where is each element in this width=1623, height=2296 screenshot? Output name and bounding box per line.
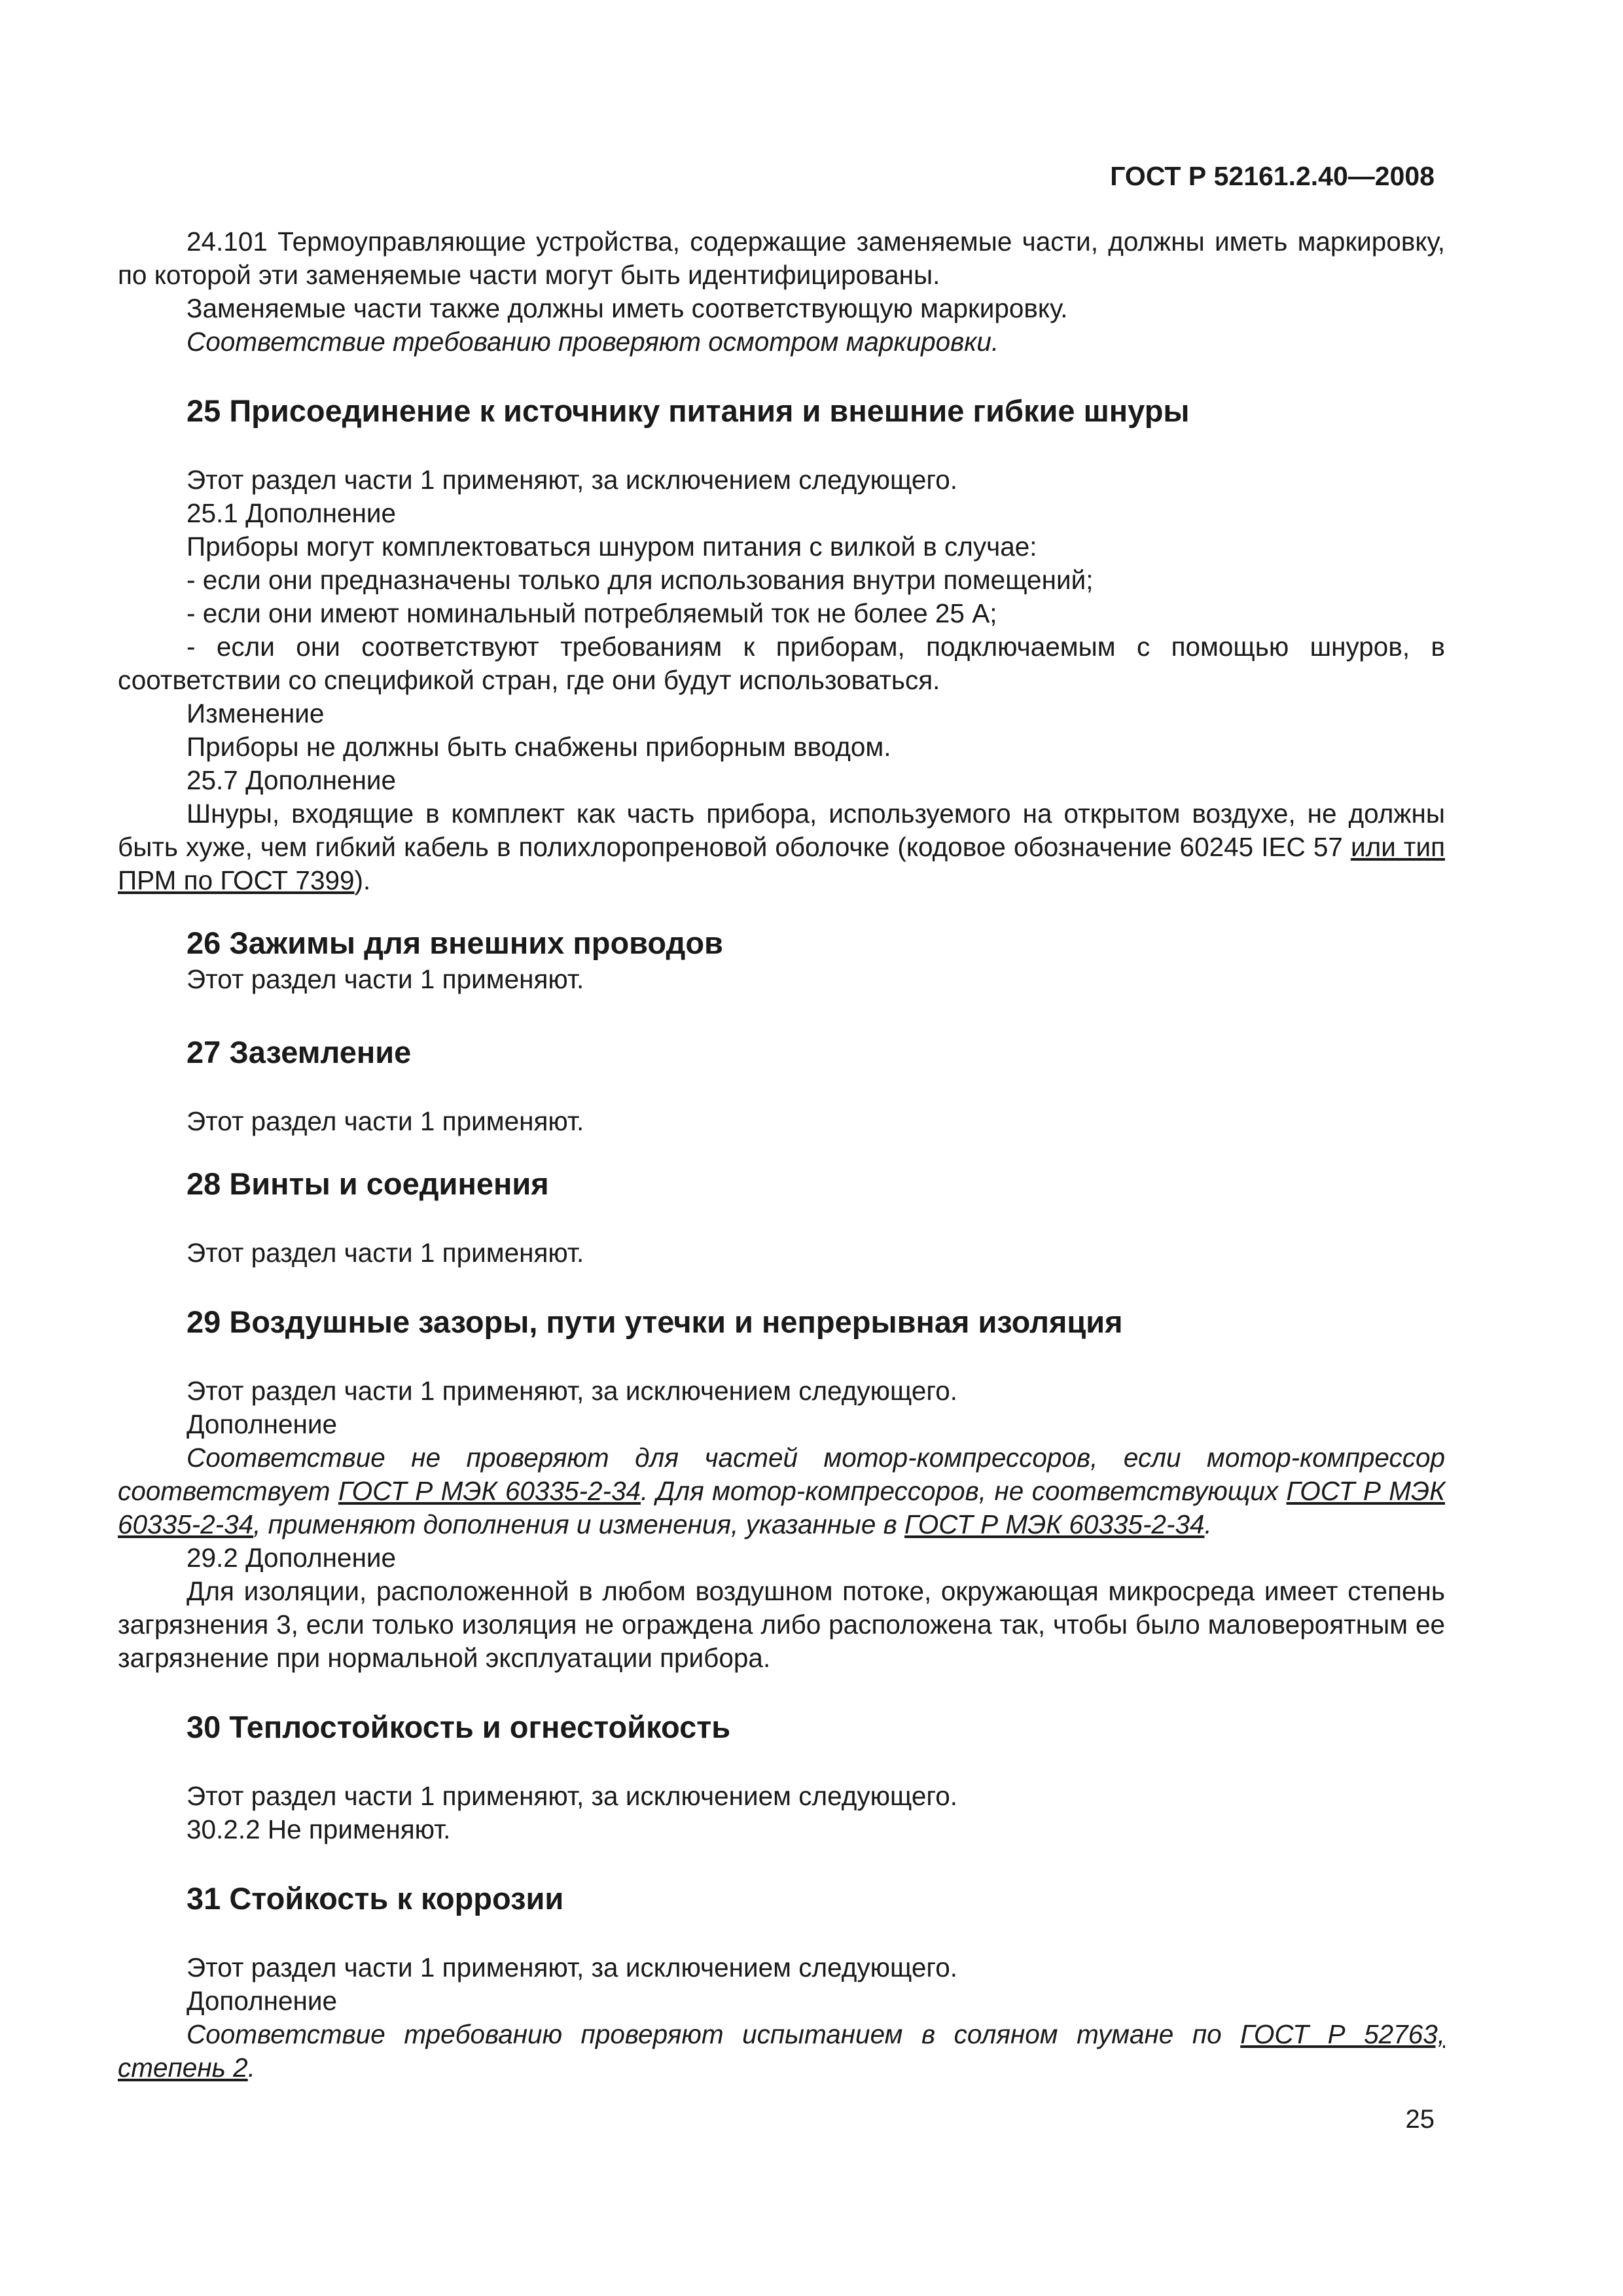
s25-1-text: Приборы могут комплектоваться шнуром питания с вилкой в случае:	[187, 531, 1037, 562]
s26-text: Этот раздел части 1 применяют.	[187, 964, 584, 994]
gost-60335-ref-1[interactable]: ГОСТ Р МЭК 60335-2-34	[338, 1476, 641, 1506]
s28-text: Этот раздел части 1 применяют.	[187, 1238, 584, 1268]
section-27-heading: 27 Заземление	[187, 1035, 412, 1069]
s29-compliance-a: Соответствие не проверяют для частей мотор-компрессоров, если мотор-компрессор соответствует	[118, 1443, 1445, 1506]
s29-2-addition: 29.2 Дополнение	[187, 1543, 397, 1573]
section-30-heading: 30 Теплостойкость и огнестойкость	[187, 1710, 731, 1744]
gost-60335-ref-2[interactable]: ГОСТ Р МЭК 60335-2-34	[118, 1476, 1445, 1539]
s29-compliance-b: . Для мотор-компрессоров, не соответствующих	[641, 1476, 1287, 1506]
s25-change: Изменение	[187, 698, 325, 728]
s25-change-text: Приборы не должны быть снабжены приборным вводом.	[187, 732, 891, 762]
s25-1-addition: 25.1 Дополнение	[187, 498, 397, 528]
s31-compliance-b: .	[247, 2053, 255, 2083]
section-25-heading: 25 Присоединение к источнику питания и внешние гибкие шнуры	[187, 393, 1190, 428]
section-29-heading: 29 Воздушные зазоры, пути утечки и непрерывная изоляция	[187, 1304, 1123, 1339]
s29-compliance-d: .	[1204, 1509, 1212, 1539]
gost-52763-ref[interactable]: ГОСТ Р 52763, степень 2	[118, 2019, 1445, 2083]
s29-compliance-c: , применяют дополнения и изменения, указанные в	[253, 1509, 905, 1539]
s30-intro: Этот раздел части 1 применяют, за исключением следующего.	[187, 1781, 958, 1811]
s29-compliance	[118, 1441, 1445, 1541]
gost-7399-link[interactable]: или тип ПРМ по ГОСТ 7399	[118, 832, 1446, 895]
s31-compliance-a: Соответствие требованию проверяют испытанием в соляном тумане по	[187, 2019, 1241, 2049]
s31-compliance	[118, 2018, 1445, 2085]
section-31-heading: 31 Стойкость к коррозии	[187, 1881, 564, 1916]
gost-60335-ref-3[interactable]: ГОСТ Р МЭК 60335-2-34	[904, 1509, 1205, 1539]
s31-addition: Дополнение	[187, 1986, 338, 2016]
paragraph-24-check: Соответствие требованию проверяют осмотром маркировки.	[187, 327, 999, 357]
s25-7-text-a: Шнуры, входящие в комплект как часть прибора, используемого на открытом воздухе, не должны быть хуже, чем гибкий кабель в полихлоропреновой оболочке (кодовое обозначение 60245 IEC 57	[118, 798, 1445, 862]
page-number: 25	[1405, 2105, 1435, 2134]
paragraph-24-101: 24.101 Термоуправляющие устройства, содержащие заменяемые части, должны иметь маркировку, по которой эти заменяемые части могут быть идентифицированы.	[118, 226, 1445, 290]
s25-7-addition: 25.7 Дополнение	[187, 765, 397, 795]
paragraph-24-marking: Заменяемые части также должны иметь соответствующую маркировку.	[187, 293, 1068, 323]
section-26-heading: 26 Зажимы для внешних проводов	[187, 925, 723, 960]
s25-bullet-1: - если они предназначены только для использования внутри помещений;	[187, 565, 1094, 595]
s29-intro: Этот раздел части 1 применяют, за исключением следующего.	[187, 1376, 958, 1406]
document-code-header: ГОСТ Р 52161.2.40—2008	[1110, 161, 1435, 191]
section-28-heading: 28 Винты и соединения	[187, 1166, 549, 1201]
s29-2-text: Для изоляции, расположенной в любом воздушном потоке, окружающая микросреда имеет степень загрязнения 3, если только изоляция не ограждена либо расположена так, чтобы было маловероятным ее загрязнение при нормальной эксплуатации прибора.	[118, 1576, 1445, 1673]
s27-text: Этот раздел части 1 применяют.	[187, 1106, 584, 1136]
s25-7-text-b: ).	[354, 865, 371, 895]
s25-bullet-3: - если они соответствуют требованиям к приборам, подключаемым с помощью шнуров, в соответствии со спецификой стран, где они будут использоваться.	[118, 632, 1445, 695]
page-content	[118, 225, 1445, 2085]
s29-addition: Дополнение	[187, 1409, 338, 1439]
s25-7-text	[118, 797, 1445, 897]
s25-intro: Этот раздел части 1 применяют, за исключением следующего.	[187, 465, 958, 495]
s25-bullet-2: - если они имеют номинальный потребляемый ток не более 25 А;	[187, 598, 997, 628]
s30-2-2: 30.2.2 Не применяют.	[187, 1814, 451, 1844]
s31-intro: Этот раздел части 1 применяют, за исключением следующего.	[187, 1952, 958, 1982]
